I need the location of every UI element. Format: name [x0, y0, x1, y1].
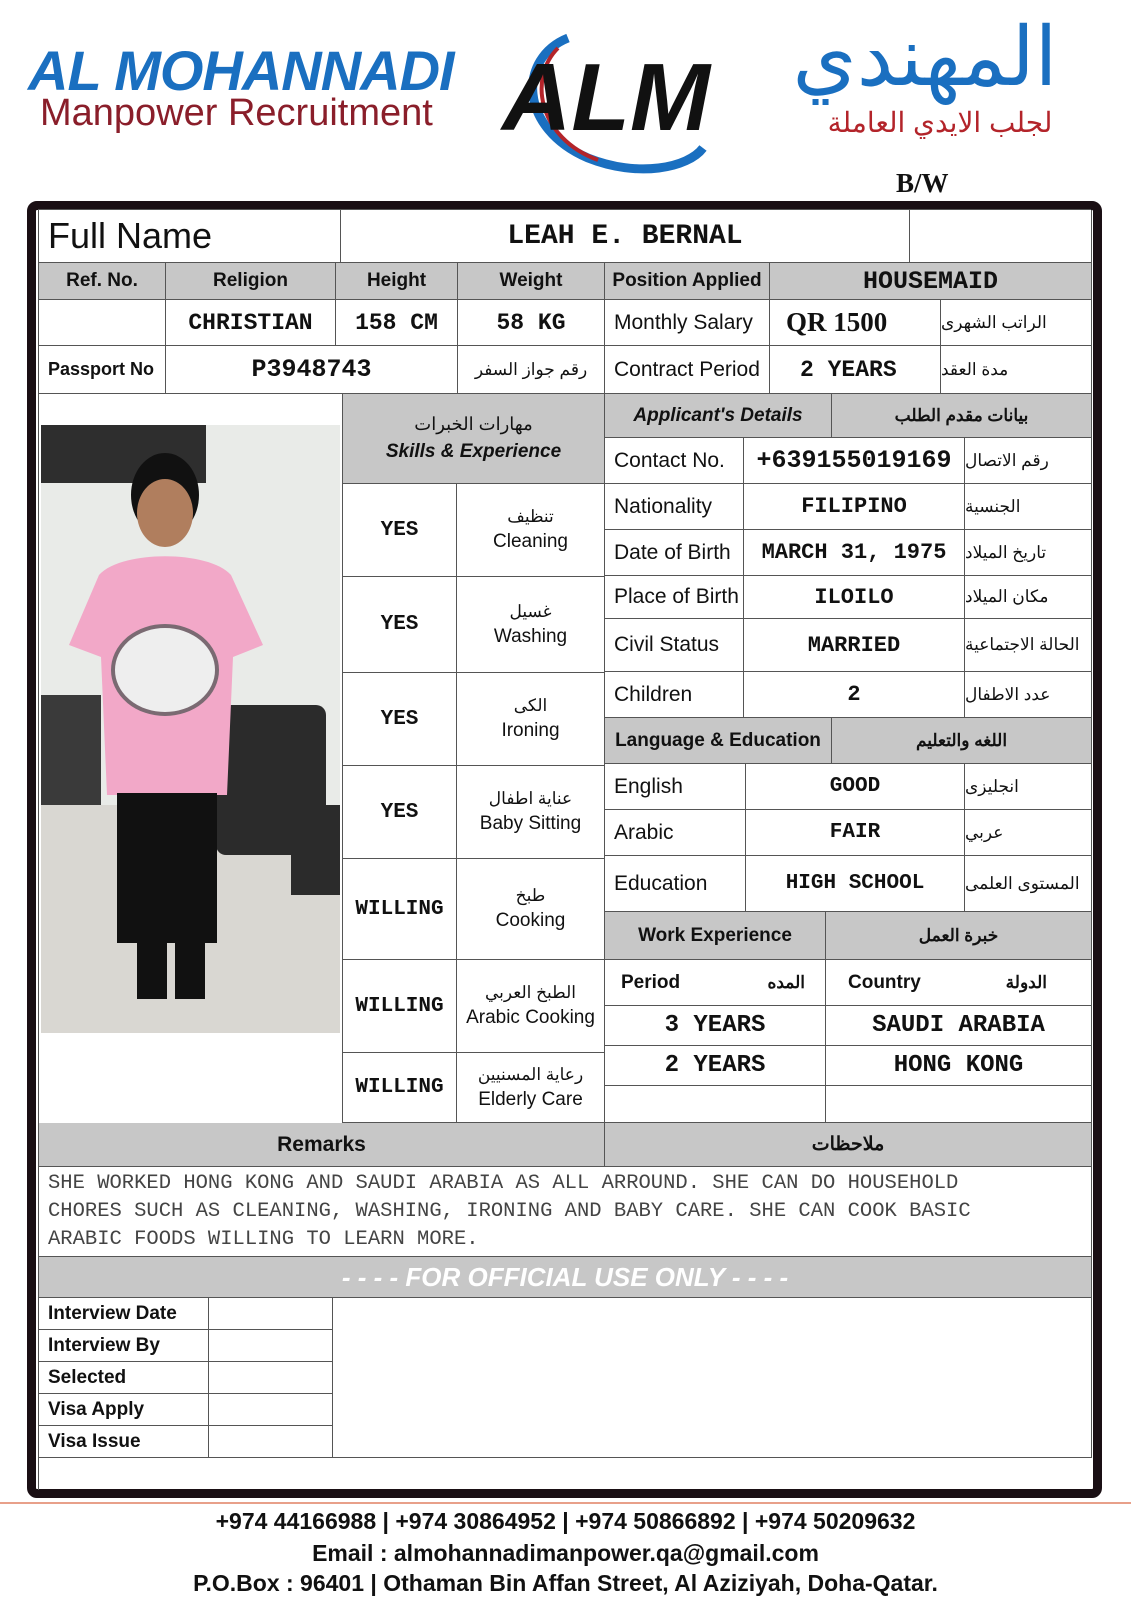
country-header [826, 960, 1092, 1006]
official-row-label: Visa Apply [39, 1394, 209, 1426]
detail-arabic: تاريخ الميلاد [965, 530, 1092, 576]
position-value: HOUSEMAID [770, 263, 1092, 300]
detail-value: MARRIED [744, 619, 965, 672]
detail-label: Date of Birth [605, 530, 744, 576]
official-row-value[interactable] [209, 1426, 333, 1458]
country-label-english: Country [848, 971, 921, 993]
footer-phones: +974 44166988 | +974 30864952 | +974 50866892 | +974 50209632 [215, 1508, 916, 1534]
applicant-header-english: Applicant's Details [605, 394, 832, 438]
country-label-arabic: الدولة [1005, 972, 1047, 992]
detail-label: Place of Birth [605, 576, 744, 619]
detail-value: ILOILO [744, 576, 965, 619]
height-value: 158 CM [336, 300, 458, 346]
skill-name-english: Baby Sitting [479, 813, 582, 834]
detail-value: 2 [744, 672, 965, 718]
skill-name-arabic: عناية اطفال [488, 789, 573, 808]
passport-arabic: رقم جواز السفر [458, 346, 605, 394]
logo-text: ALM [502, 44, 710, 151]
detail-label: Civil Status [605, 619, 744, 672]
language-label: English [605, 764, 746, 810]
skills-header [343, 394, 605, 484]
skill-name [457, 673, 605, 766]
skill-name-english: Arabic Cooking [466, 1007, 595, 1028]
ref-no-value [39, 300, 166, 346]
skills-header-english: Skills & Experience [385, 441, 562, 462]
form-body [38, 209, 1091, 1490]
detail-value: MARCH 31, 1975 [744, 530, 965, 576]
weight-header: Weight [458, 263, 605, 300]
work-header-arabic: خبرة العمل [826, 912, 1092, 960]
detail-arabic: عدد الاطفال [965, 672, 1092, 718]
language-header-english: Language & Education [605, 718, 832, 764]
detail-arabic: مكان الميلاد [965, 576, 1092, 619]
skill-value: YES [343, 766, 457, 859]
header [0, 0, 1131, 200]
language-value: GOOD [746, 764, 965, 810]
skill-value: WILLING [343, 859, 457, 960]
work-country: HONG KONG [826, 1046, 1092, 1086]
ref-no-header: Ref. No. [39, 263, 166, 300]
company-subtitle: Manpower Recruitment [40, 92, 433, 134]
remarks-line: ARABIC FOODS WILLING TO LEARN MORE. [48, 1227, 479, 1251]
skills-header-arabic: مهارات الخبرات [414, 414, 533, 434]
skill-name-english: Ironing [501, 720, 560, 741]
skill-value: YES [343, 484, 457, 577]
skill-name-arabic: الكى [513, 696, 548, 715]
official-row-label: Interview Date [39, 1298, 209, 1330]
detail-arabic: رقم الاتصال [965, 438, 1092, 484]
religion-header: Religion [166, 263, 336, 300]
position-header: Position Applied [605, 263, 770, 300]
period-label-arabic: المده [767, 972, 805, 992]
language-label: Arabic [605, 810, 746, 856]
language-arabic: انجليزى [965, 764, 1092, 810]
skill-name [457, 577, 605, 673]
period-header [605, 960, 826, 1006]
skill-value: YES [343, 673, 457, 766]
period-label-english: Period [621, 971, 681, 993]
contract-value: 2 YEARS [770, 346, 941, 394]
detail-label: Children [605, 672, 744, 718]
skill-name [457, 1053, 605, 1123]
official-row-value[interactable] [209, 1394, 333, 1426]
full-name-value: LEAH E. BERNAL [341, 210, 910, 263]
official-row-label: Interview By [39, 1330, 209, 1362]
full-name-label: Full Name [39, 210, 341, 263]
detail-label: Nationality [605, 484, 744, 530]
skill-name [457, 484, 605, 577]
salary-arabic: الراتب الشهرى [941, 300, 1092, 346]
detail-arabic: الجنسية [965, 484, 1092, 530]
work-country [826, 1086, 1092, 1123]
bw-tag: B/W [896, 168, 949, 198]
official-row-value[interactable] [209, 1330, 333, 1362]
detail-arabic: الحالة الاجتماعية [965, 619, 1092, 672]
skill-name-arabic: رعاية المسنيين [477, 1064, 584, 1084]
skill-name-arabic: تنظيف [507, 507, 554, 526]
language-arabic: المستوى العلمى [965, 856, 1092, 912]
work-period: 3 YEARS [605, 1006, 826, 1046]
skill-name-english: Elderly Care [478, 1088, 583, 1110]
work-country: SAUDI ARABIA [826, 1006, 1092, 1046]
height-header: Height [336, 263, 458, 300]
logo [498, 18, 730, 178]
language-header-arabic: اللغه والتعليم [832, 718, 1092, 764]
skill-name-arabic: الطبخ العربي [484, 983, 577, 1002]
skill-name [457, 960, 605, 1053]
skill-name-english: Cooking [495, 910, 566, 931]
official-row-value[interactable] [209, 1298, 333, 1330]
detail-value: FILIPINO [744, 484, 965, 530]
language-arabic: عربي [965, 810, 1092, 856]
arabic-company-subtitle: لجلب الايدي العاملة [827, 107, 1053, 138]
skill-name-arabic: طبخ [515, 886, 546, 905]
applicant-header-arabic: بيانات مقدم الطلب [832, 394, 1092, 438]
language-value: FAIR [746, 810, 965, 856]
full-name-blank [910, 210, 1092, 263]
official-row-value[interactable] [209, 1362, 333, 1394]
religion-value: CHRISTIAN [166, 300, 336, 346]
remarks-text [39, 1167, 1092, 1257]
passport-value: P3948743 [166, 346, 458, 394]
applicant-photo [41, 425, 340, 1033]
salary-value: QR 1500 [770, 300, 941, 346]
official-notes-area[interactable] [333, 1298, 1092, 1458]
official-use-banner: - - - - FOR OFFICIAL USE ONLY - - - - [39, 1257, 1092, 1298]
work-period: 2 YEARS [605, 1046, 826, 1086]
skill-value: WILLING [343, 1053, 457, 1123]
skill-name-english: Cleaning [493, 531, 568, 552]
skill-name-arabic: غسيل [509, 601, 552, 621]
contract-label: Contract Period [605, 346, 770, 394]
footer-email: Email : almohannadimanpower.qa@gmail.com [312, 1540, 819, 1566]
detail-label: Contact No. [605, 438, 744, 484]
arabic-company-name: المهندي [792, 12, 1058, 103]
remarks-line: CHORES SUCH AS CLEANING, WASHING, IRONING AND BABY CARE. SHE CAN COOK BASIC [48, 1199, 971, 1223]
company-name: AL MOHANNADI [28, 39, 454, 102]
skill-name [457, 766, 605, 859]
language-value: HIGH SCHOOL [746, 856, 965, 912]
footer-address: P.O.Box : 96401 | Othaman Bin Affan Street, Al Aziziyah, Doha-Qatar. [193, 1570, 938, 1596]
official-row-label: Visa Issue [39, 1426, 209, 1458]
skill-value: WILLING [343, 960, 457, 1053]
detail-value: +639155019169 [744, 438, 965, 484]
remarks-label-arabic: ملاحظات [605, 1123, 1092, 1167]
remarks-label-english: Remarks [39, 1123, 605, 1167]
skill-name [457, 859, 605, 960]
weight-value: 58 KG [458, 300, 605, 346]
salary-label: Monthly Salary [605, 300, 770, 346]
footer-divider [0, 1502, 1131, 1504]
language-label: Education [605, 856, 746, 912]
remarks-line: SHE WORKED HONG KONG AND SAUDI ARABIA AS ALL ARROUND. SHE CAN DO HOUSEHOLD [48, 1171, 959, 1195]
contract-arabic: مدة العقد [941, 346, 1092, 394]
skill-name-english: Washing [493, 625, 568, 647]
passport-label: Passport No [39, 346, 166, 394]
official-row-label: Selected [39, 1362, 209, 1394]
work-header-english: Work Experience [605, 912, 826, 960]
skill-value: YES [343, 577, 457, 673]
work-period [605, 1086, 826, 1123]
